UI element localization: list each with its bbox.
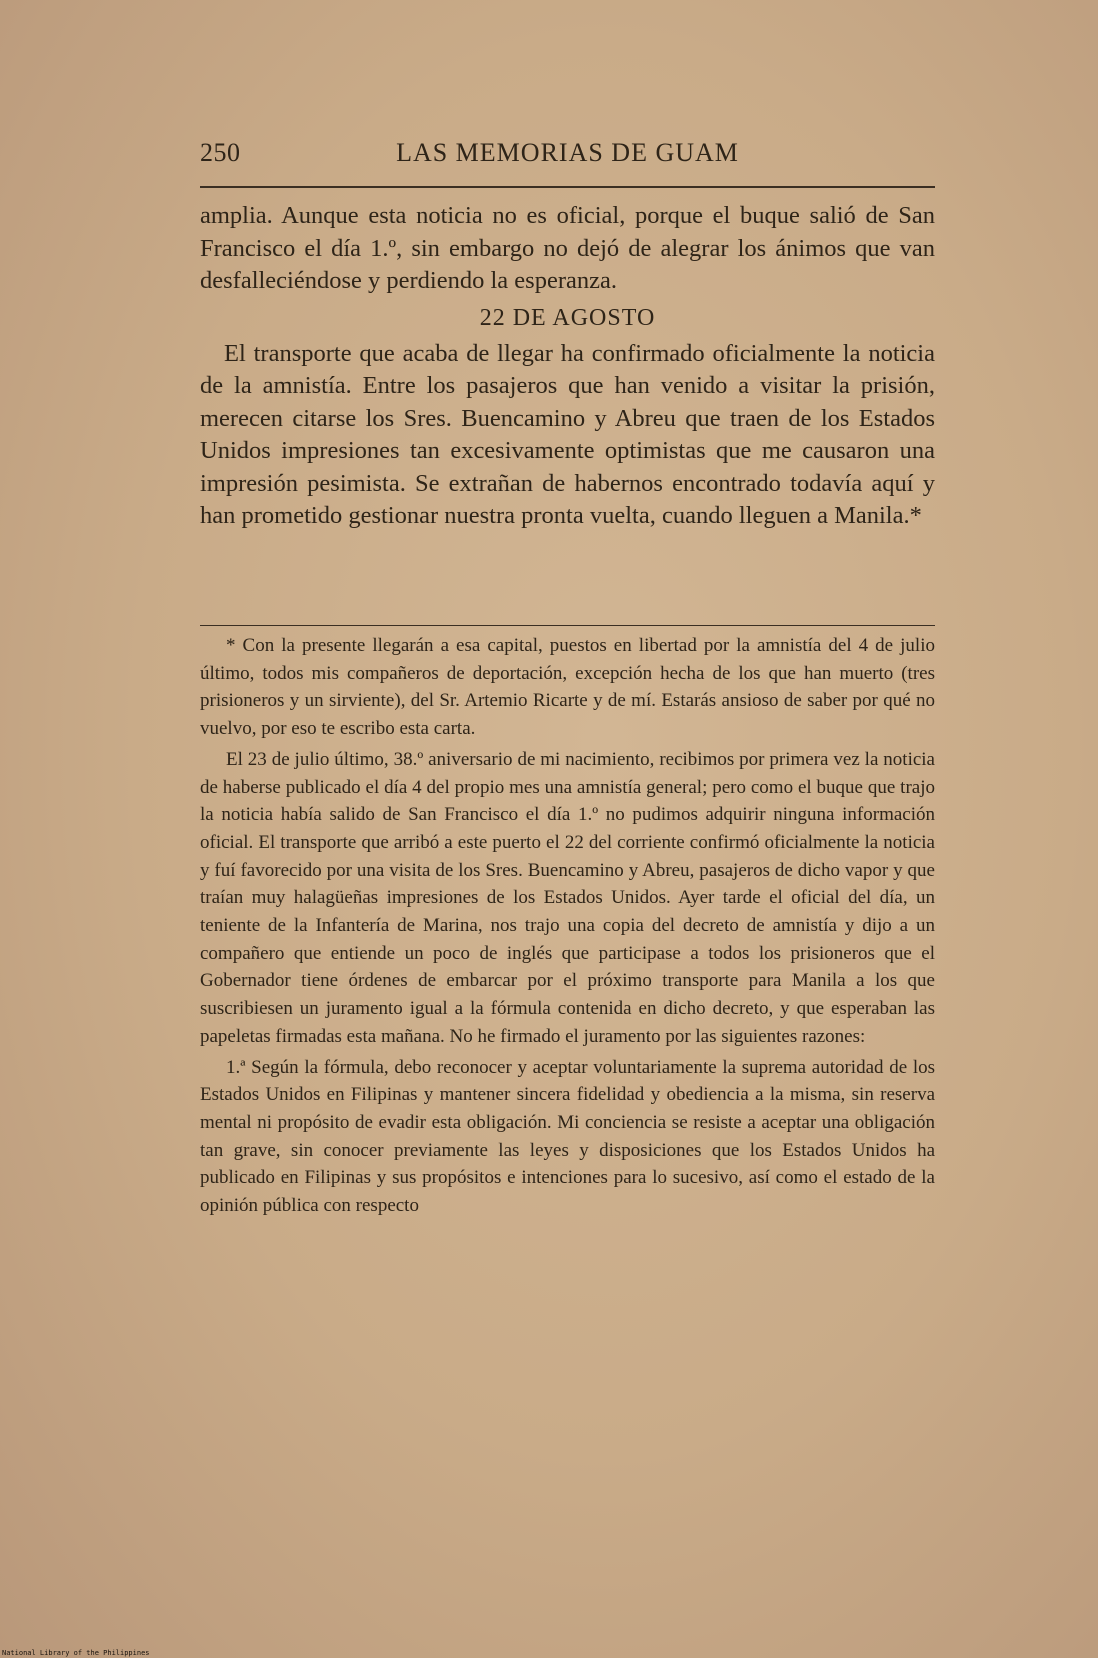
footnote-paragraph: El 23 de julio último, 38.º aniversario de mi nacimiento, recibimos por primera vez la noticia de haberse publicado el día 4 del propio mes una amnistía general; pero como el buque que trajo la noticia había salido de San Francisco el día 1.º no pudimos adquirir ninguna información oficial. El transporte que arribó a este puerto el 22 del corriente confirmó oficialmente la noticia y fuí favorecido por una visita de los Sres. Buencamino y Abreu, pasajeros de dicho vapor y que traían muy halagüeñas impresiones de los Estados Unidos. Ayer tarde el oficial del día, un teniente de la Infantería de Marina, nos trajo una copia del decreto de amnistía y dijo a un compañero que entiende un poco de inglés que participase a todos los prisioneros que el Gobernador tiene órdenes de embarcar por el próximo transporte para Manila a los que suscribiesen un juramento igual a la fórmula contenida en dicho decreto, y que esperaban las papeletas firmadas esta mañana. No he firmado el juramento por las siguientes razones: — [200, 748, 935, 1047]
library-credit: National Library of the Philippines — [2, 1649, 150, 1657]
header-rule — [200, 186, 935, 188]
page-header — [200, 138, 935, 178]
footnote — [200, 632, 935, 1223]
entry-paragraph: El transporte que acaba de llegar ha confirmado oficialmente la noticia de la amnistía. Entre los pasajeros que han venido a visitar la prisión, merecen citarse los Sres. Buencamino y Abreu que traen de los Estados Unidos impresiones tan excesivamente optimistas que me causaron una impresión pesimista. Se extrañan de habernos encontrado todavía aquí y han prometido gestionar nuestra pronta vuelta, cuando lleguen a Manila.* — [200, 339, 935, 529]
page-number: 250 — [200, 138, 241, 167]
footnote-paragraph: * Con la presente llegarán a esa capital, puestos en libertad por la amnistía del 4 de julio último, todos mis compañeros de deportación, excepción hecha de los que han muerto (tres prisioneros y un sirviente), del Sr. Artemio Ricarte y de mí. Estarás ansioso de saber por qué no vuelvo, por eso te escribo esta carta. — [200, 635, 935, 740]
running-title: LAS MEMORIAS DE GUAM — [396, 138, 739, 167]
continued-paragraph: amplia. Aunque esta noticia no es oficial, porque el buque salió de San Francisco el día 1.º, sin embargo no dejó de alegrar los ánimos que van desfalleciéndose y perdiendo la esperanza. — [200, 202, 935, 294]
main-text — [200, 200, 935, 533]
date-heading: 22 DE AGOSTO — [479, 304, 656, 331]
footnote-rule — [200, 625, 935, 626]
footnote-paragraph: 1.ª Según la fórmula, debo reconocer y aceptar voluntariamente la suprema autoridad de los Estados Unidos en Filipinas y mantener sincera fidelidad y obediencia a la misma, sin reserva mental ni propósito de evadir esta obligación. Mi conciencia se resiste a aceptar una obligación tan grave, sin conocer previamente las leyes y disposiciones que los Estados Unidos ha publicado en Filipinas y sus propósitos e intenciones para lo sucesivo, así como el estado de la opinión pública con respecto — [200, 1056, 935, 1217]
